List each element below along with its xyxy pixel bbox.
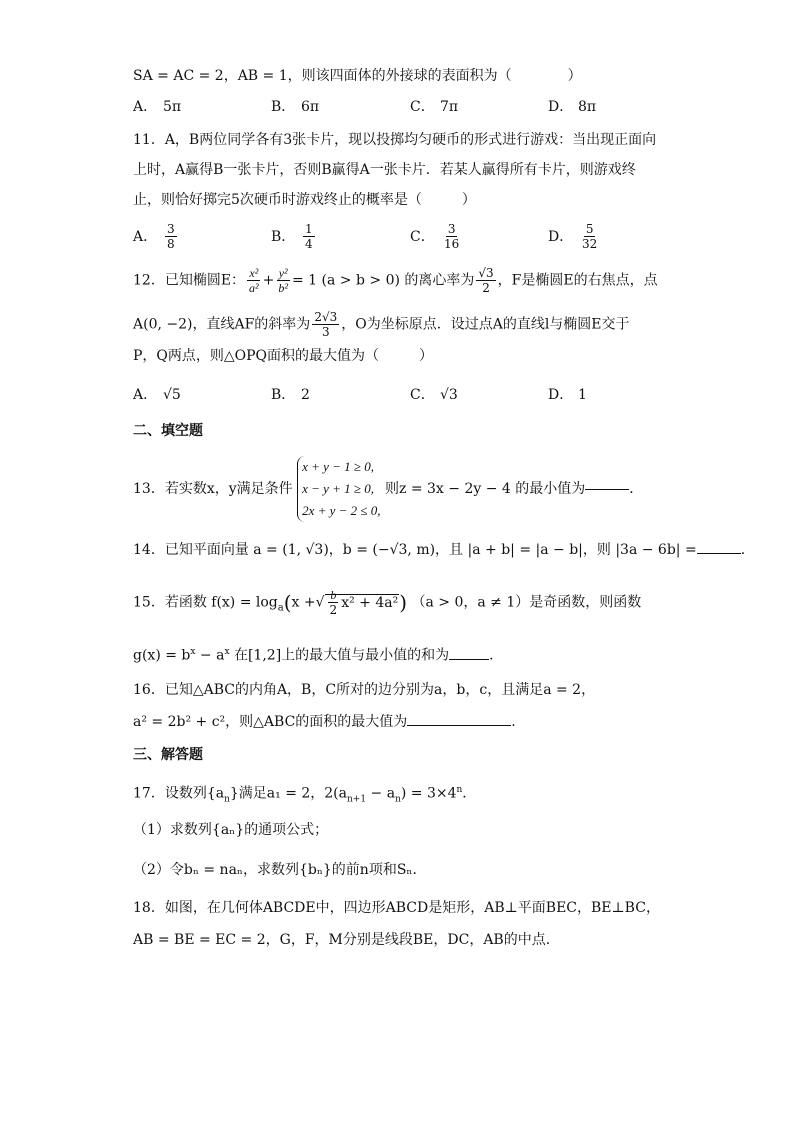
q18-line1: 18．如图，在几何体ABCDE中，四边形ABCD是矩形，AB⊥平面BEC，BE⊥BC， xyxy=(133,900,660,916)
q10-paren-close: ） xyxy=(567,68,582,84)
q12-option-a[interactable]: A． √5 xyxy=(133,387,181,403)
q12-options xyxy=(133,384,693,424)
q16-line2: a² = 2b² + c²，则△ABC的面积的最大值为 . xyxy=(133,714,516,730)
q10-text: SA = AC = 2，AB = 1，则该四面体的外接球的表面积为（ xyxy=(133,68,512,84)
q10-stem xyxy=(133,66,582,86)
q11-option-b[interactable]: B． $\frac{1}{4}$ xyxy=(271,222,313,251)
q16-answer-blank[interactable] xyxy=(407,725,511,726)
q10-option-a[interactable]: A． 5π xyxy=(133,99,182,115)
section-fill-in-blank-heading: 二、填空题 xyxy=(133,423,203,439)
fraction-y2-b2: $\frac{\text{y²}}{\text{b²}}$ xyxy=(278,266,288,295)
q15-answer-blank[interactable] xyxy=(449,659,489,660)
fraction: $\frac{1}{4}$ xyxy=(305,222,313,251)
q14: 14．已知平面向量 a = (1, √3)，b = (−√3, m)，且 |a + b| = |a − b|，则 |3a − 6b| = ． xyxy=(133,542,755,558)
q15-line2: $g(x) = b^x - a^x$ 在[1,2]上的最大值与最小值的和为 ． xyxy=(133,647,504,664)
section-solution-heading: 三、解答题 xyxy=(133,747,203,763)
q12-line3: P，Q两点，则△OPQ面积的最大值为（ ） xyxy=(133,348,434,364)
fraction: $\frac{3}{16}$ xyxy=(444,222,460,251)
q16-line1: 16．已知△ABC的内角A，B，C所对的边分别为a，b，c，且满足a = 2， xyxy=(133,682,596,698)
q11-option-d[interactable]: D． $\frac{5}{32}$ xyxy=(548,222,598,251)
q11-line2: 上时，A赢得B一张卡片，否则B赢得A一张卡片．若某人赢得所有卡片，则游戏终 xyxy=(133,162,636,178)
fraction: $\frac{3}{8}$ xyxy=(167,222,175,251)
q15-line1: 15．若函数 $f(x) = \log_a(x$ +√ $\frac{b}{2}$ x² + 4a²) （a > 0，a ≠ 1）是奇函数，则函数 xyxy=(133,588,642,617)
q11-option-c[interactable]: C． $\frac{3}{16}$ xyxy=(410,222,460,251)
q11-options xyxy=(133,222,693,262)
q11-option-a[interactable]: A． $\frac{3}{8}$ xyxy=(133,222,175,251)
q12-line2: A(0, −2)，直线AF的斜率为 $\frac{2√3}{3}$ ，O为坐标原点．设过点A的直线l与椭圆E交于 xyxy=(133,310,630,339)
q12-option-b[interactable]: B． 2 xyxy=(271,387,310,403)
fraction-slope: $\frac{2√3}{3}$ xyxy=(314,310,338,339)
fraction: $\frac{5}{32}$ xyxy=(582,222,598,251)
q11-line3: 止，则恰好掷完5次硬币时游戏终止的概率是（ ） xyxy=(133,192,476,208)
q10-option-b[interactable]: B． 6π xyxy=(271,99,320,115)
q13-answer-blank[interactable] xyxy=(585,489,629,490)
q17-part1: （1）求数列{aₙ}的通项公式； xyxy=(133,822,329,838)
q12-option-c[interactable]: C． √3 xyxy=(410,387,458,403)
q12-option-d[interactable]: D． 1 xyxy=(548,387,587,403)
fraction-eccentricity: $\frac{√3}{2}$ xyxy=(478,266,494,295)
q11-line1: 11．A，B两位同学各有3张卡片，现以投掷均匀硬币的形式进行游戏：当出现正面向 xyxy=(133,132,657,148)
fraction-x2-a2: $\frac{\text{x²}}{\text{a²}}$ xyxy=(249,266,259,295)
q10-option-d[interactable]: D． 8π xyxy=(548,99,597,115)
q17-part2: （2）令bₙ = naₙ，求数列{bₙ}的前n项和Sₙ． xyxy=(133,862,427,878)
constraint-system: x + y − 1 ≥ 0, x − y + 1 ≥ 0, 2x + y − 2 ≤ 0, xyxy=(297,456,380,522)
fraction-b-over-2: $\frac{b}{2}$ xyxy=(329,588,338,617)
q17-stem: 17．设数列$\{a_n\}$满足a₁ = 2，$2(a_{n+1} - a_n) = 3\times 4^n$． xyxy=(133,785,477,805)
q13: 13．若实数x，y满足条件 x + y − 1 ≥ 0, x − y + 1 ≥ 0, 2x + y − 2 ≤ 0, 则z = 3x − 2y − 4 的最小值为 ． xyxy=(133,456,643,522)
q10-option-c[interactable]: C． 7π xyxy=(410,99,459,115)
q14-answer-blank[interactable] xyxy=(697,553,741,554)
q18-line2: AB = BE = EC = 2，G，F，M分别是线段BE，DC，AB的中点． xyxy=(133,932,560,948)
q12-line1: 12．已知椭圆E： $\frac{\text{x²}}{\text{a²}}$ + $\frac{\text{y²}}{\text{b²}}$ = 1 (a > b > 0) 的离心率为 $\frac{√3}{2}$ ，F是椭圆E的右焦点，点 xyxy=(133,266,658,295)
